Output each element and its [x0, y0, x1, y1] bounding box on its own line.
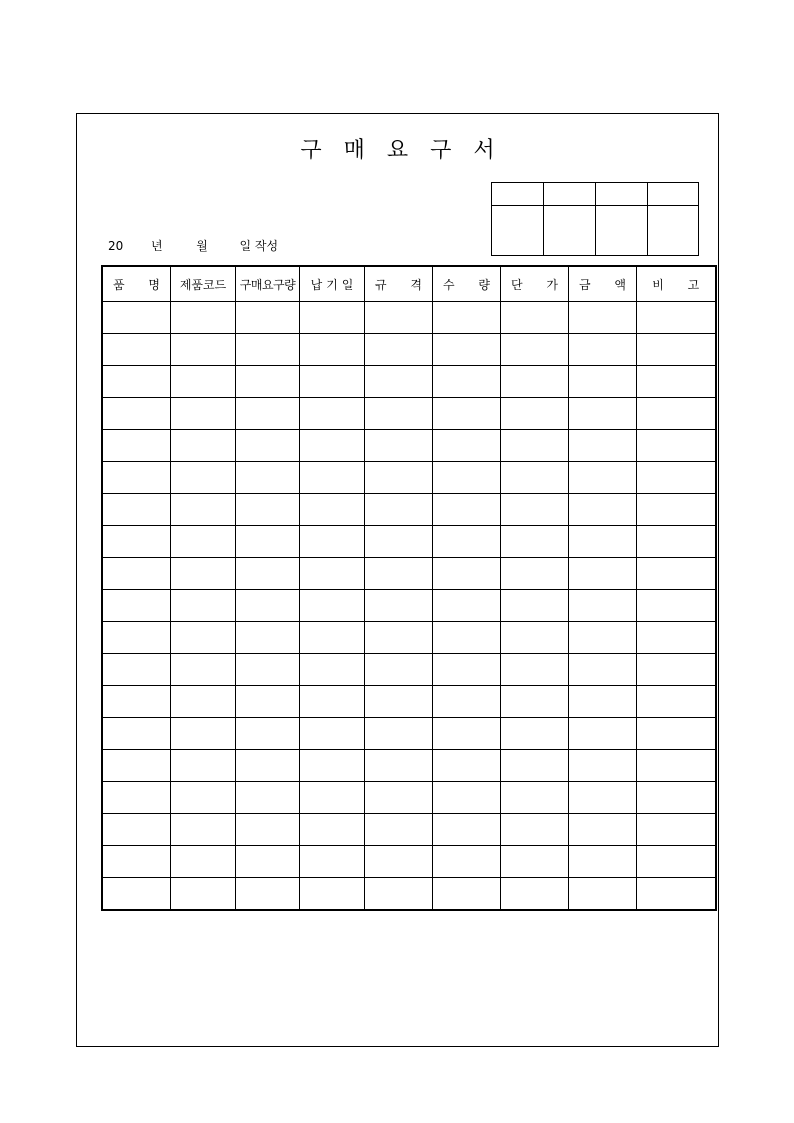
approval-header-cell[interactable]: [492, 183, 544, 206]
approval-signature-cell[interactable]: [492, 206, 544, 256]
table-cell[interactable]: [171, 878, 236, 911]
table-cell[interactable]: [102, 686, 171, 718]
table-cell[interactable]: [300, 782, 365, 814]
table-cell[interactable]: [569, 334, 637, 366]
table-cell[interactable]: [501, 718, 569, 750]
table-cell[interactable]: [171, 334, 236, 366]
table-cell[interactable]: [365, 558, 433, 590]
table-cell[interactable]: [501, 654, 569, 686]
year-prefix: 20: [108, 239, 124, 253]
document-title: 구매요구서: [300, 138, 517, 163]
table-cell[interactable]: [102, 654, 171, 686]
table-cell[interactable]: [102, 558, 171, 590]
table-cell[interactable]: [637, 398, 716, 430]
table-cell[interactable]: [236, 878, 300, 911]
approval-header-cell[interactable]: [596, 183, 648, 206]
table-cell[interactable]: [637, 334, 716, 366]
table-cell[interactable]: [637, 494, 716, 526]
table-cell[interactable]: [171, 430, 236, 462]
table-cell[interactable]: [433, 302, 501, 334]
table-body: [102, 302, 716, 911]
table-cell[interactable]: [637, 462, 716, 494]
table-cell[interactable]: [433, 526, 501, 558]
table-cell[interactable]: [569, 846, 637, 878]
table-cell[interactable]: [236, 558, 300, 590]
table-cell[interactable]: [501, 686, 569, 718]
table-cell[interactable]: [236, 398, 300, 430]
table-cell[interactable]: [300, 430, 365, 462]
table-cell[interactable]: [102, 494, 171, 526]
table-cell[interactable]: [433, 846, 501, 878]
table-cell[interactable]: [365, 654, 433, 686]
table-cell[interactable]: [102, 430, 171, 462]
table-cell[interactable]: [569, 526, 637, 558]
table-cell[interactable]: [501, 366, 569, 398]
table-row: [102, 750, 716, 782]
table-cell[interactable]: [365, 846, 433, 878]
table-cell[interactable]: [637, 366, 716, 398]
table-cell[interactable]: [637, 430, 716, 462]
approval-signature-cell[interactable]: [544, 206, 596, 256]
table-cell[interactable]: [171, 462, 236, 494]
table-cell[interactable]: [501, 462, 569, 494]
table-cell[interactable]: [300, 494, 365, 526]
table-row: [102, 526, 716, 558]
table-cell[interactable]: [433, 718, 501, 750]
table-cell[interactable]: [501, 430, 569, 462]
table-cell[interactable]: [365, 366, 433, 398]
table-cell[interactable]: [433, 814, 501, 846]
table-row: [102, 686, 716, 718]
table-row: [102, 558, 716, 590]
table-cell[interactable]: [501, 398, 569, 430]
table-cell[interactable]: [102, 526, 171, 558]
table-cell[interactable]: [569, 590, 637, 622]
table-cell[interactable]: [501, 526, 569, 558]
table-cell[interactable]: [365, 750, 433, 782]
table-cell[interactable]: [365, 334, 433, 366]
header-remarks: 비 고: [637, 266, 716, 302]
table-cell[interactable]: [102, 462, 171, 494]
year-label: 년: [150, 239, 163, 253]
table-cell[interactable]: [171, 814, 236, 846]
table-cell[interactable]: [501, 558, 569, 590]
table-cell[interactable]: [365, 526, 433, 558]
table-cell[interactable]: [102, 302, 171, 334]
table-cell[interactable]: [102, 622, 171, 654]
table-cell[interactable]: [569, 622, 637, 654]
header-unit-price: 단 가: [501, 266, 569, 302]
table-cell[interactable]: [236, 718, 300, 750]
table-cell[interactable]: [300, 814, 365, 846]
table-cell[interactable]: [300, 654, 365, 686]
table-row: [102, 398, 716, 430]
table-cell[interactable]: [365, 302, 433, 334]
table-cell[interactable]: [171, 654, 236, 686]
table-cell[interactable]: [236, 622, 300, 654]
month-label: 월: [196, 239, 208, 253]
table-cell[interactable]: [637, 846, 716, 878]
table-row: [102, 302, 716, 334]
table-cell[interactable]: [236, 526, 300, 558]
table-cell[interactable]: [102, 814, 171, 846]
table-cell[interactable]: [300, 686, 365, 718]
table-cell[interactable]: [569, 398, 637, 430]
table-cell[interactable]: [365, 398, 433, 430]
table-cell[interactable]: [365, 462, 433, 494]
table-cell[interactable]: [365, 686, 433, 718]
table-cell[interactable]: [171, 590, 236, 622]
table-cell[interactable]: [171, 718, 236, 750]
table-cell[interactable]: [637, 302, 716, 334]
approval-signature-cell[interactable]: [596, 206, 648, 256]
table-cell[interactable]: [501, 878, 569, 911]
table-cell[interactable]: [365, 622, 433, 654]
header-quantity: 수 량: [433, 266, 501, 302]
header-delivery-date: 납기일: [300, 266, 365, 302]
table-cell[interactable]: [569, 686, 637, 718]
table-cell[interactable]: [171, 366, 236, 398]
table-cell[interactable]: [433, 622, 501, 654]
table-cell[interactable]: [433, 654, 501, 686]
table-cell[interactable]: [433, 686, 501, 718]
approval-header-cell[interactable]: [544, 183, 596, 206]
table-cell[interactable]: [637, 558, 716, 590]
table-cell[interactable]: [569, 430, 637, 462]
table-row: [102, 846, 716, 878]
table-cell[interactable]: [433, 366, 501, 398]
table-row: [102, 462, 716, 494]
table-cell[interactable]: [365, 494, 433, 526]
date-suffix: 작성: [254, 239, 279, 253]
table-cell[interactable]: [637, 750, 716, 782]
table-cell[interactable]: [569, 878, 637, 911]
table-cell[interactable]: [300, 462, 365, 494]
table-cell[interactable]: [236, 750, 300, 782]
table-cell[interactable]: [433, 558, 501, 590]
table-cell[interactable]: [300, 878, 365, 911]
table-cell[interactable]: [300, 334, 365, 366]
table-cell[interactable]: [102, 750, 171, 782]
table-cell[interactable]: [501, 334, 569, 366]
table-cell[interactable]: [637, 526, 716, 558]
table-cell[interactable]: [365, 590, 433, 622]
table-cell[interactable]: [569, 494, 637, 526]
table-cell[interactable]: [236, 366, 300, 398]
table-cell[interactable]: [501, 302, 569, 334]
table-cell[interactable]: [300, 366, 365, 398]
table-row: [102, 366, 716, 398]
table-row: [102, 782, 716, 814]
table-cell[interactable]: [171, 782, 236, 814]
approval-box: [491, 182, 699, 256]
table-row: [102, 654, 716, 686]
table-cell[interactable]: [637, 718, 716, 750]
table-cell[interactable]: [171, 686, 236, 718]
table-cell[interactable]: [365, 718, 433, 750]
table-cell[interactable]: [236, 782, 300, 814]
table-row: [102, 718, 716, 750]
table-cell[interactable]: [171, 526, 236, 558]
table-cell[interactable]: [365, 430, 433, 462]
table-cell[interactable]: [102, 398, 171, 430]
table-cell[interactable]: [102, 590, 171, 622]
table-cell[interactable]: [102, 878, 171, 911]
table-cell[interactable]: [569, 814, 637, 846]
approval-header-cell[interactable]: [648, 183, 699, 206]
table-cell[interactable]: [501, 782, 569, 814]
table-cell[interactable]: [171, 302, 236, 334]
table-row: [102, 430, 716, 462]
table-cell[interactable]: [433, 782, 501, 814]
table-cell[interactable]: [433, 494, 501, 526]
table-row: [102, 814, 716, 846]
table-cell[interactable]: [171, 398, 236, 430]
table-cell[interactable]: [433, 750, 501, 782]
table-cell[interactable]: [300, 718, 365, 750]
table-cell[interactable]: [637, 622, 716, 654]
table-cell[interactable]: [102, 366, 171, 398]
table-cell[interactable]: [501, 846, 569, 878]
table-cell[interactable]: [365, 814, 433, 846]
table-cell[interactable]: [501, 750, 569, 782]
table-cell[interactable]: [102, 782, 171, 814]
table-cell[interactable]: [365, 878, 433, 911]
table-cell[interactable]: [236, 302, 300, 334]
table-cell[interactable]: [236, 590, 300, 622]
table-cell[interactable]: [102, 846, 171, 878]
table-cell[interactable]: [102, 718, 171, 750]
table-cell[interactable]: [433, 334, 501, 366]
table-cell[interactable]: [236, 430, 300, 462]
table-cell[interactable]: [171, 846, 236, 878]
table-row: [102, 590, 716, 622]
table-cell[interactable]: [637, 654, 716, 686]
table-cell[interactable]: [300, 622, 365, 654]
table-cell[interactable]: [433, 430, 501, 462]
purchase-request-table: [101, 265, 717, 911]
table-cell[interactable]: [433, 462, 501, 494]
table-cell[interactable]: [569, 654, 637, 686]
table-cell[interactable]: [569, 782, 637, 814]
table-cell[interactable]: [236, 654, 300, 686]
table-cell[interactable]: [171, 622, 236, 654]
table-cell[interactable]: [236, 814, 300, 846]
table-cell[interactable]: [433, 398, 501, 430]
table-cell[interactable]: [365, 782, 433, 814]
table-cell[interactable]: [236, 846, 300, 878]
table-cell[interactable]: [300, 750, 365, 782]
table-row: [102, 334, 716, 366]
table-cell[interactable]: [501, 814, 569, 846]
table-cell[interactable]: [433, 590, 501, 622]
table-cell[interactable]: [236, 686, 300, 718]
table-cell[interactable]: [236, 462, 300, 494]
table-cell[interactable]: [501, 494, 569, 526]
header-spec: 규 격: [365, 266, 433, 302]
header-product-code: 제품코드: [171, 266, 236, 302]
table-cell[interactable]: [569, 558, 637, 590]
table-row: [102, 878, 716, 911]
table-cell[interactable]: [171, 558, 236, 590]
header-amount: 금 액: [569, 266, 637, 302]
table-cell[interactable]: [637, 878, 716, 911]
table-cell[interactable]: [637, 782, 716, 814]
table-cell[interactable]: [171, 494, 236, 526]
table-cell[interactable]: [637, 686, 716, 718]
table-cell[interactable]: [569, 366, 637, 398]
table-cell[interactable]: [236, 494, 300, 526]
date-line: [108, 237, 278, 254]
table-cell[interactable]: [300, 558, 365, 590]
day-label: 일: [239, 239, 252, 253]
table-header-row: [102, 266, 716, 302]
table-cell[interactable]: [569, 302, 637, 334]
table-cell[interactable]: [236, 334, 300, 366]
table-cell[interactable]: [501, 622, 569, 654]
table-cell[interactable]: [300, 846, 365, 878]
table-cell[interactable]: [171, 750, 236, 782]
table-cell[interactable]: [501, 590, 569, 622]
approval-signature-cell[interactable]: [648, 206, 699, 256]
table-cell[interactable]: [569, 718, 637, 750]
table-cell[interactable]: [637, 590, 716, 622]
table-row: [102, 622, 716, 654]
header-request-quantity: 구매요구량: [236, 266, 300, 302]
table-cell[interactable]: [300, 398, 365, 430]
table-row: [102, 494, 716, 526]
table-cell[interactable]: [300, 302, 365, 334]
table-cell[interactable]: [569, 462, 637, 494]
table-cell[interactable]: [102, 334, 171, 366]
table-cell[interactable]: [637, 814, 716, 846]
table-cell[interactable]: [569, 750, 637, 782]
header-item-name: 품 명: [102, 266, 171, 302]
table-cell[interactable]: [433, 878, 501, 911]
table-cell[interactable]: [300, 590, 365, 622]
table-cell[interactable]: [300, 526, 365, 558]
